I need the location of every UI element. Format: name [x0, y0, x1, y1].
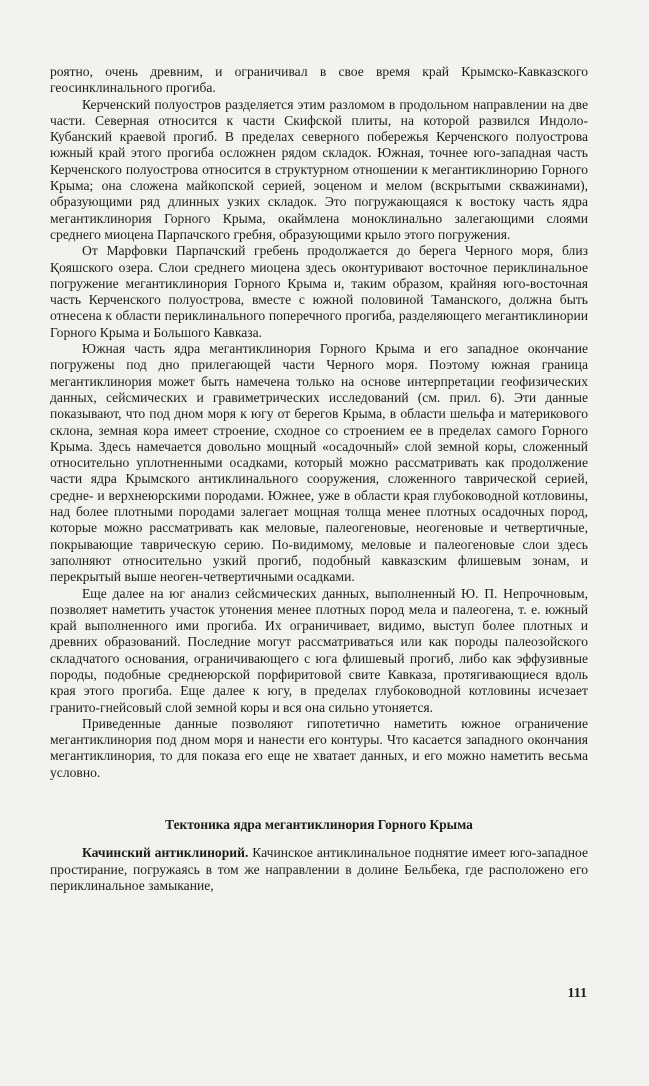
page-number: 111 — [567, 986, 587, 1001]
paragraph-continuation: роятно, очень древним, и ограничивал в свое время край Крымско-Кавказского геосинклинального прогиба. — [50, 64, 588, 96]
paragraph-lead-text: Качинское антиклинальное поднятие имеет юго-западное простирание, погружаясь в том же направлении в долине Бельбека, где расположено его периклинальное замыкание, — [50, 845, 589, 893]
paragraph-lead-term: Качинский антиклинорий. — [82, 845, 249, 861]
paragraph-kerch-peninsula: Керченский полуостров разделяется этим разломом в продольном направлении на две части. Северная относится к части Скифской плиты, на которой развился Индоло-Кубанский краевой прогиб. В пределах северного побережья Керченского полуострова южный край этого прогиба осложнен рядом складок. Южная, точнее юго-западная часть Керченского полуострова относится в структурном отношении к мегантиклинорию Горного Крыма; она сложена майкопской серией, эоценом и мелом (вскрытыми скважинами), образующими ряд длинных узких складок. Это погружающаяся к востоку часть ядра мегантиклинория Горного Крыма, окаймлена моноклинально залегающими слоями среднего миоцена Парпачского гребня, образующими крыло этого погружения. — [50, 96, 588, 242]
paragraph-seismic-data: Еще далее на юг анализ сейсмических данных, выполненный Ю. П. Непрочновым, позволяет наметить участок утонения менее плотных пород мела и палеогена, т. е. южный край выполненного ими прогиба. Их ограничивает, видимо, выступ более плотных и древних образований. Последние могут рассматриваться или как породы палеозойского складчатого основания, ограничивающего с юга флишевый прогиб, либо как эффузивные породы, подобные среднеюрской порфиритовой свите Кавказа, протягивающиеся вдоль края этого прогиба. Еще далее к югу, в пределах глубоководной котловины исчезает гранито-гнейсовый слой земной коры и вся она сильно утоняется. — [50, 585, 588, 715]
page-body — [50, 64, 588, 894]
paragraph-kachinsky — [50, 845, 588, 894]
paragraph-marfovka: От Марфовки Парпачский гребень продолжается до берега Черного моря, близ Қояшского озера. Слои среднего миоцена здесь оконтуривают восточное периклинальное погружение мегантиклинория Горного Крыма и, таким образом, крайняя юго-восточная часть Керченского полуострова, вместе с южной половиной Таманского, должна быть отнесена к области периклинального поперечного прогиба, разделяющего мегантиклинории Горного Крыма и Большого Кавказа. — [50, 243, 588, 340]
section-heading: Тектоника ядра мегантиклинория Горного Крыма — [165, 817, 473, 833]
paragraph-conclusion: Приведенные данные позволяют гипотетично наметить южное ограничение мегантиклинория под дном моря и нанести его контуры. Что касается западного окончания мегантиклинория, то для показа его еще не хватает данных, и его можно наметить весьма условно. — [50, 715, 588, 780]
paragraph-southern-core: Южная часть ядра мегантиклинория Горного Крыма и его западное окончание погружены под дно прилегающей части Черного моря. Поэтому южная граница мегантиклинория может быть намечена только на основе интерпретации геофизических данных, сейсмических и гравиметрических исследований (см. прил. 6). Эти данные показывают, что под дном моря к югу от берегов Крыма, в области шельфа и материкового склона, земная кора имеет строение, сходное со строением ее в пределах самого Горного Крыма. Здесь намечается довольно мощный «осадочный» слой земной коры, сложенный относительно уплотненными осадками, который можно рассматривать как продолжение части ядра Крымского антиклинального сооружения, сложенного таврической серией, средне- и верхнеюрскими породами. Южнее, уже в области края глубоководной котловины, над более плотными породами залегает мощная толща менее плотных осадочных пород, которые можно рассматривать как меловые, палеогеновые, неогеновые и четвертичные, покрывающие таврическую серию. По-видимому, меловые и палеогеновые слои здесь заполняют относительно узкий прогиб, подобный кавказским флишевым зонам, и перекрытый выше неоген-четвертичными осадками. — [50, 341, 588, 585]
